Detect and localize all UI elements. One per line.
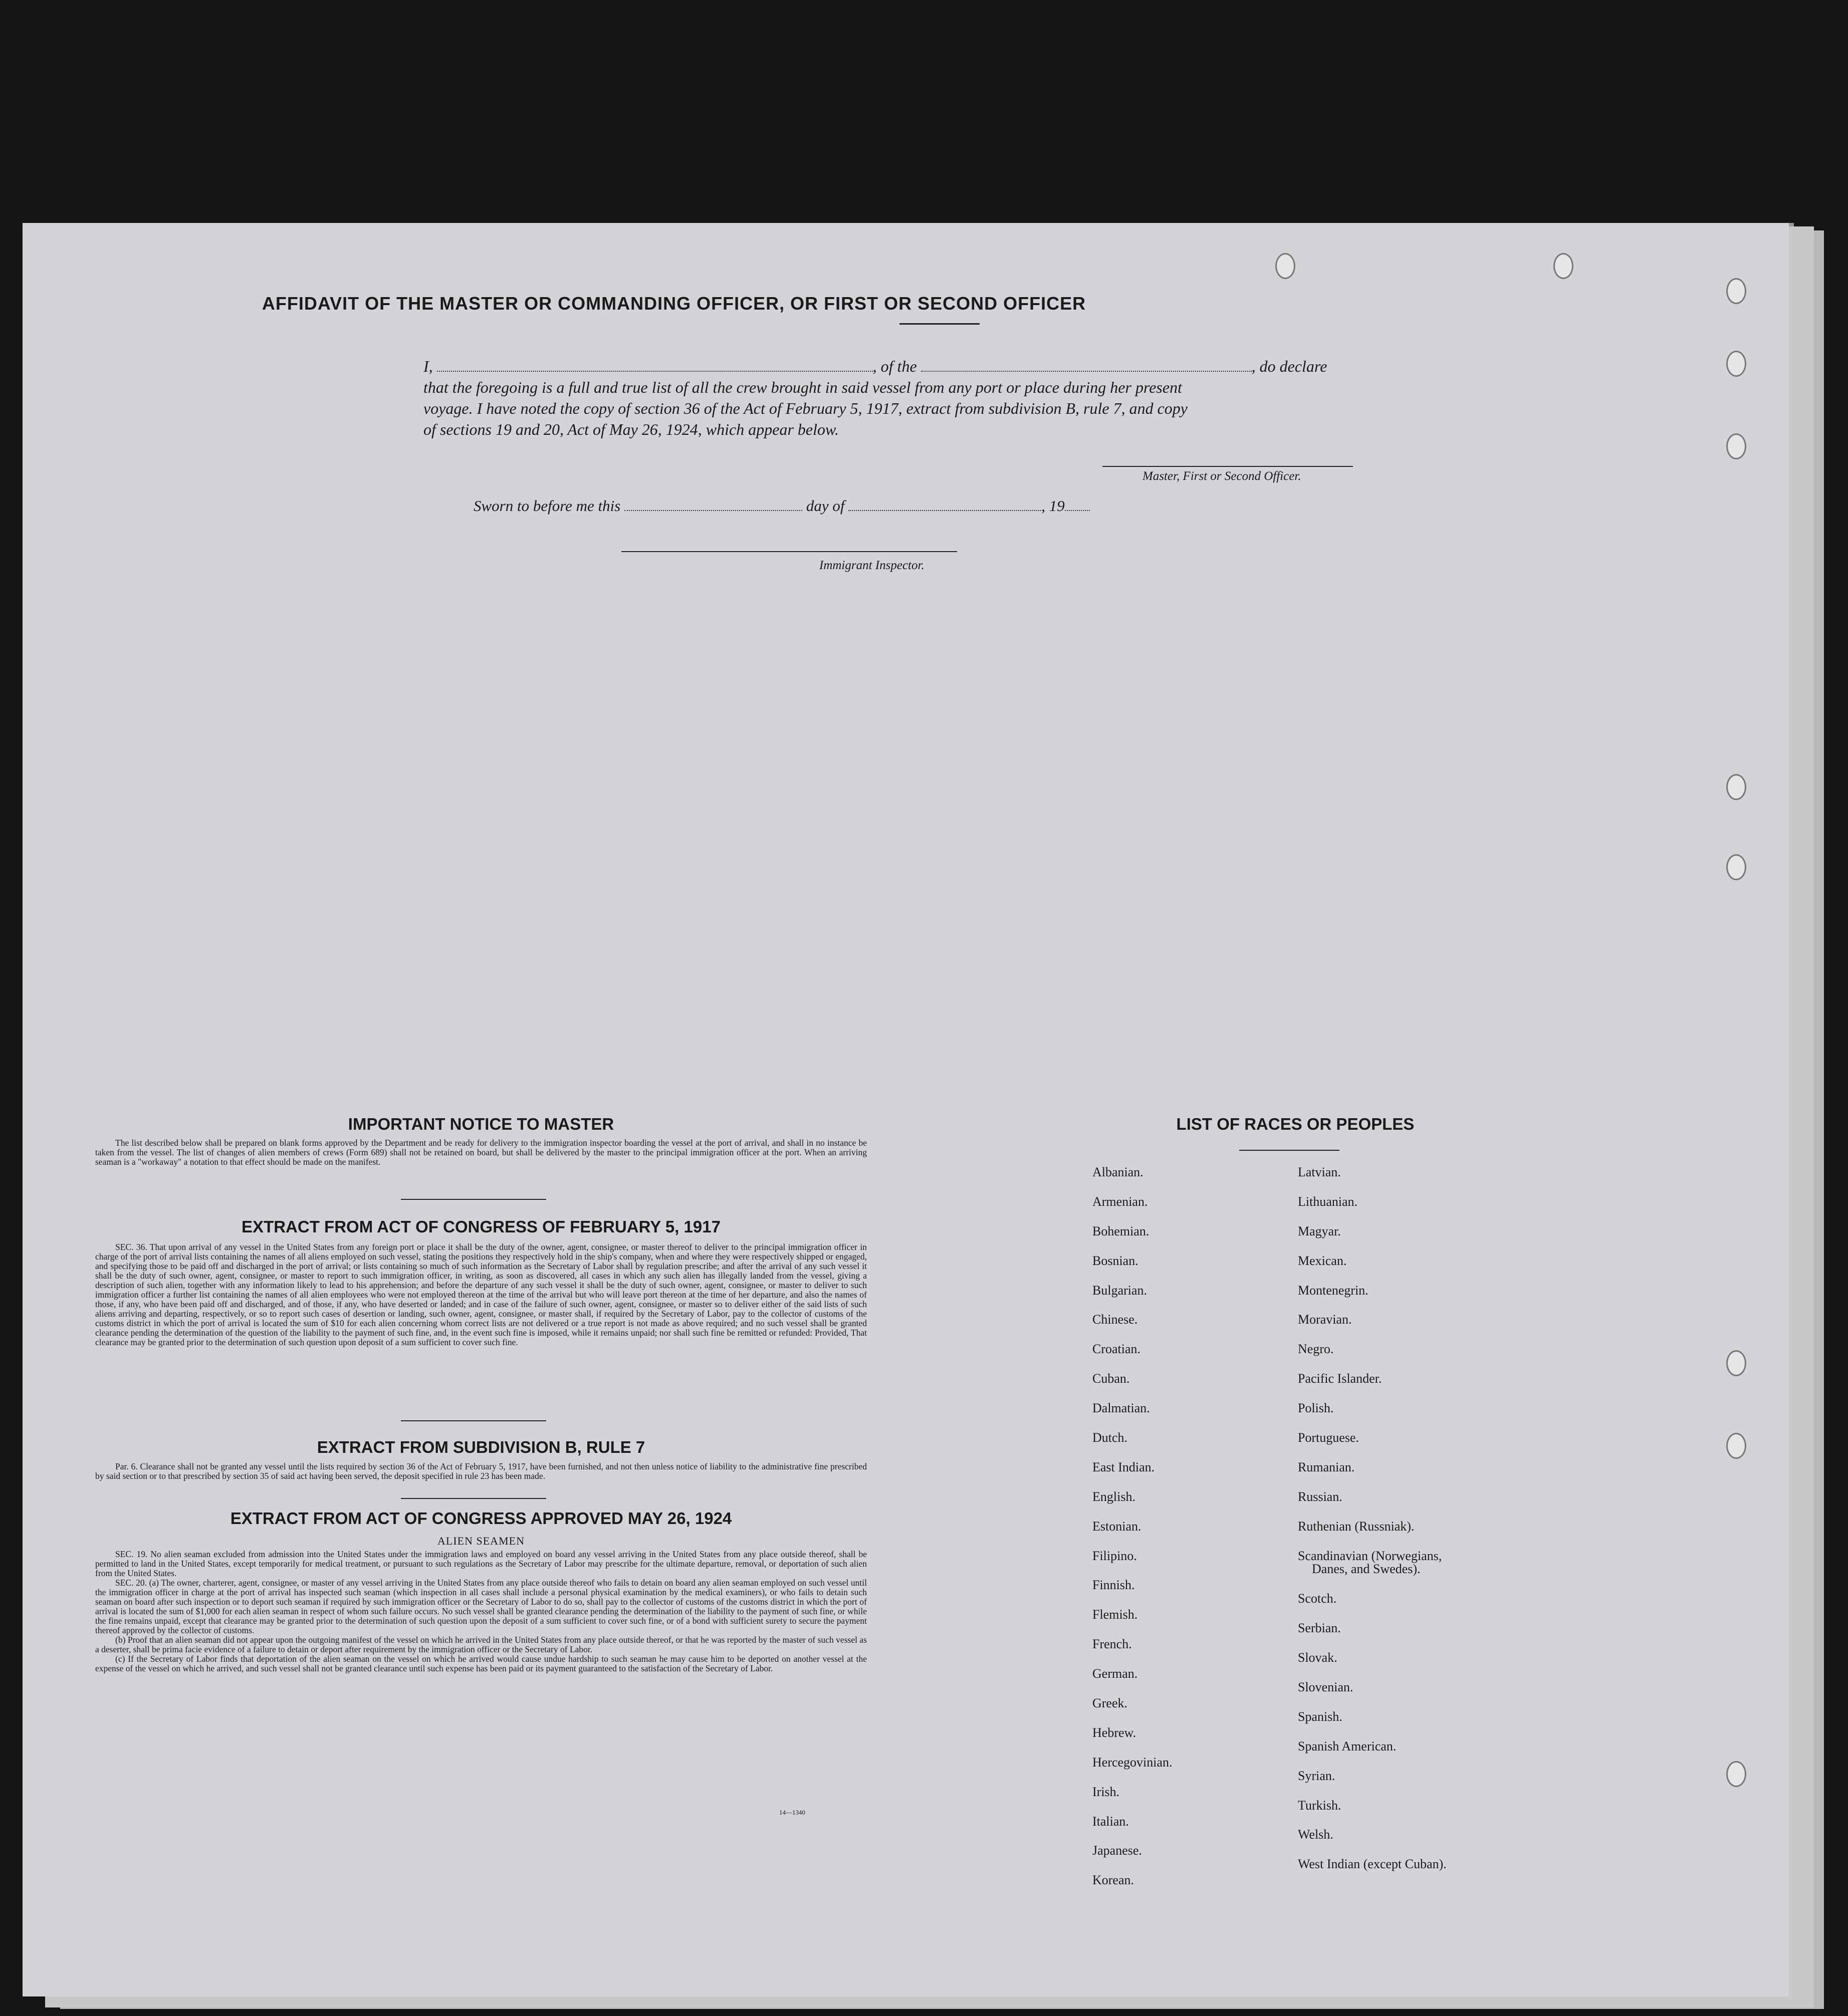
race-item: Greek.: [1092, 1696, 1128, 1711]
race-item: Finnish.: [1092, 1578, 1135, 1593]
race-item: Dutch.: [1092, 1430, 1128, 1445]
race-item: West Indian (except Cuban).: [1298, 1857, 1447, 1872]
year-label: , 19: [1041, 497, 1065, 515]
of-the-label: , of the: [872, 357, 917, 375]
declaration-line-1: [423, 356, 1421, 377]
race-item: Estonian.: [1092, 1519, 1141, 1534]
name-blank[interactable]: [437, 371, 873, 372]
sworn-day-blank[interactable]: [624, 510, 802, 511]
races-list-left: [1092, 1165, 1173, 1902]
binder-hole: [1726, 854, 1746, 880]
race-item: Slovak.: [1298, 1650, 1337, 1665]
document-page: [23, 223, 1789, 1996]
race-item: East Indian.: [1092, 1459, 1155, 1474]
notice-text: The list described below shall be prepared on blank forms approved by the Department and be ready for delivery to the immigration inspector boarding the vessel at the port of arrival, and shall in no instance be taken from the vessel. The list of changes of alien members of crews (Form 689) shall not be retained on board, but shall be delivered by the master to the principal immigration officer at the port. When an arriving seaman is a "workaway" a notation to that effect should be made on the manifest.: [95, 1138, 867, 1167]
race-item: Rumanian.: [1298, 1459, 1355, 1474]
binder-hole: [1726, 1433, 1746, 1459]
race-item: Albanian.: [1092, 1165, 1143, 1179]
race-item: Chinese.: [1092, 1312, 1138, 1327]
affidavit-title: AFFIDAVIT OF THE MASTER OR COMMANDING OFFICER, OR FIRST OR SECOND OFFICER: [262, 293, 1086, 314]
race-item: Italian.: [1092, 1814, 1129, 1829]
race-item: Montenegrin.: [1298, 1283, 1368, 1298]
binder-hole: [1726, 1350, 1746, 1376]
sec-20-text: SEC. 20. (a) The owner, charterer, agent, consignee, or master of any vessel arriving in the United States from any place outside thereof who fails to detain on board any alien seaman employed on such vessel until the immigration officer in charge at the port of arrival has inspected such seaman (which inspection in all cases shall include a personal physical examination by the medical examiners), or who fails to detain such seaman on board after such inspection or to deport such seaman if required by such immigration officer or the Secretary of Labor to do so, shall pay to the collector of customs of the customs district in which the port of arrival is located the sum of $1,000 for each alien seaman in respect of whom such failure occurs. No such vessel shall be granted clearance pending the determination of the liability to the payment of such fine, or while the fine remains unpaid, except that clearance may be granted prior to the determination of such question upon the deposit of a sum sufficient to cover such fine, or of a bond with sufficient surety to secure the payment thereof approved by the collector of customs.: [95, 1578, 867, 1635]
binder-hole: [1553, 253, 1573, 279]
sec-20c-text: (c) If the Secretary of Labor finds that deportation of the alien seaman on the vessel on which he arrived would cause undue hardship to such seaman he may cause him to be deported on another vessel at the expense of the vessel on which he arrived, and such vessel shall not be granted clearance until such expense has been paid or its payment guaranteed to the satisfaction of the Secretary of Labor.: [95, 1654, 867, 1673]
race-item: Filipino.: [1092, 1548, 1137, 1563]
race-item: Moravian.: [1298, 1312, 1352, 1327]
alien-seamen-subtitle: ALIEN SEAMEN: [437, 1535, 525, 1547]
i-label: I,: [423, 357, 433, 375]
master-signature-label: Master, First or Second Officer.: [1142, 469, 1301, 483]
act-1924-title: EXTRACT FROM ACT OF CONGRESS APPROVED MAY 26, 1924: [230, 1509, 732, 1528]
race-item: Magyar.: [1298, 1223, 1341, 1238]
race-item: Armenian.: [1092, 1194, 1148, 1209]
binder-hole: [1275, 253, 1295, 279]
declaration-line-3: voyage. I have noted the copy of section 36 of the Act of February 5, 1917, extract from subdivision B, rule 7, and copy: [423, 399, 1188, 417]
race-item: Negro.: [1298, 1342, 1334, 1357]
master-signature-line[interactable]: [1102, 466, 1353, 467]
binder-hole: [1726, 351, 1746, 377]
race-item: Cuban.: [1092, 1371, 1130, 1386]
rule-7-title: EXTRACT FROM SUBDIVISION B, RULE 7: [317, 1438, 645, 1456]
races-title-underline: [1239, 1150, 1339, 1151]
vessel-blank[interactable]: [921, 371, 1252, 372]
race-item: Irish.: [1092, 1784, 1120, 1799]
binder-hole: [1726, 774, 1746, 800]
title-underline: [899, 323, 980, 325]
race-item: Spanish American.: [1298, 1738, 1397, 1753]
binder-hole: [1726, 278, 1746, 304]
race-item: Portuguese.: [1298, 1430, 1359, 1445]
race-item: Latvian.: [1298, 1165, 1341, 1179]
sworn-statement: [474, 497, 1090, 515]
race-item: English.: [1092, 1489, 1135, 1504]
race-item: Russian.: [1298, 1489, 1342, 1504]
sec-19-text: SEC. 19. No alien seaman excluded from admission into the United States under the immigration laws and employed on board any vessel arriving in the United States from any place outside thereof, shall be permitted to land in the United States, except temporarily for medical treatment, or pursuant to such regulations as the Secretary of Labor may prescribe for the ultimate departure, removal, or deportation of such alien from the United States.: [95, 1549, 867, 1578]
race-item: Japanese.: [1092, 1843, 1142, 1858]
race-item: Syrian.: [1298, 1768, 1335, 1783]
act-1917-title: EXTRACT FROM ACT OF CONGRESS OF FEBRUARY 5, 1917: [242, 1217, 721, 1236]
sworn-month-blank[interactable]: [848, 510, 1041, 511]
act-1924-body: [95, 1550, 867, 1673]
notice-title: IMPORTANT NOTICE TO MASTER: [348, 1115, 614, 1133]
race-item: Turkish.: [1298, 1798, 1341, 1813]
races-list-right: [1298, 1165, 1447, 1886]
race-item: Bohemian.: [1092, 1223, 1149, 1238]
race-item: Bosnian.: [1092, 1253, 1138, 1268]
race-item: Ruthenian (Russniak).: [1298, 1519, 1415, 1534]
race-item: Hercegovinian.: [1092, 1754, 1173, 1770]
inspector-signature-line[interactable]: [621, 551, 957, 552]
races-title: LIST OF RACES OR PEOPLES: [1176, 1115, 1415, 1133]
race-item: Spanish.: [1298, 1709, 1342, 1724]
do-declare-label: , do declare: [1251, 357, 1327, 375]
declaration-line-4: of sections 19 and 20, Act of May 26, 1924, which appear below.: [423, 420, 839, 438]
race-item: Mexican.: [1298, 1253, 1347, 1268]
race-item: Polish.: [1298, 1401, 1334, 1416]
race-item: Lithuanian.: [1298, 1194, 1358, 1209]
rule-7-text: Par. 6. Clearance shall not be granted any vessel until the lists required by section 36 of the Act of February 5, 1917, have been furnished, and not then unless notice of liability to the administrative fine prescribed by said section or to that prescribed by section 35 of said act having been served, the deposit specified in rule 23 has been made.: [95, 1461, 867, 1481]
inspector-signature-label: Immigrant Inspector.: [819, 559, 925, 572]
section-divider: [401, 1199, 546, 1200]
binder-hole: [1726, 1761, 1746, 1787]
section-divider: [401, 1420, 546, 1421]
sworn-label: Sworn to before me this: [474, 497, 621, 515]
race-item: Scotch.: [1298, 1591, 1337, 1606]
affidavit-declaration: [423, 356, 1421, 440]
day-of-label: day of: [806, 497, 845, 515]
binder-hole: [1726, 433, 1746, 459]
section-divider: [401, 1498, 546, 1499]
race-item: Serbian.: [1298, 1621, 1341, 1636]
race-item: Croatian.: [1092, 1342, 1141, 1357]
sworn-year-blank[interactable]: [1065, 510, 1090, 511]
act-1917-text: SEC. 36. That upon arrival of any vessel in the United States from any foreign port or place it shall be the duty of the owner, agent, consignee, or master thereof to deliver to the principal immigration officer in charge of the port of arrival lists containing the names of all aliens employed on such vessel, stating the positions they respectively hold in the ship's company, when and where they were respectively shipped or engaged, and specifying those to be paid off and discharged in the port of arrival; or lists containing so much of such information as the Secretary of Labor shall by regulation prescribe; and after the arrival of any such vessel it shall be the duty of such owner, agent, consignee, or master to report to such immigration officer, in writing, as soon as discovered, all cases in which any such alien has illegally landed from the vessel, giving a description of such alien, together with any information likely to lead to his apprehension; and before the departure of any such vessel it shall be the duty of such owner, agent, consignee, or master to deliver to such immigration officer a further list containing the names of all alien employees who were not employed thereon at the time of the arrival but who will leave port thereon at the time of her departure, and also the names of those, if any, who have been paid off and discharged, and of those, if any, who have deserted or landed; and in case of the failure of such owner, agent, consignee, or master so to deliver either of the said lists of such aliens arriving and departing, respectively, or so to report such cases of desertion or landing, such owner, agent, consignee, or master shall, if required by the Secretary of Labor, pay to the collector of customs of the customs district in which the port of arrival is located the sum of $10 for each alien concerning whom correct lists are not delivered or a true report is not made as above required; and no such vessel shall be granted clearance pending the determination of the question of the liability to the payment of such fine, and, in the event such fine is imposed, while it remains unpaid; nor shall such fine be remitted or refunded: Provided, That clearance may be granted prior to the determination of such question upon deposit of a sum sufficient to cover such fine.: [95, 1242, 867, 1347]
race-item: Slovenian.: [1298, 1680, 1353, 1695]
race-item: Danes, and Swedes).: [1312, 1562, 1421, 1577]
race-item: Pacific Islander.: [1298, 1371, 1382, 1386]
race-item: Dalmatian.: [1092, 1401, 1150, 1416]
race-item: Flemish.: [1092, 1607, 1138, 1622]
race-item: Bulgarian.: [1092, 1283, 1147, 1298]
race-item: French.: [1092, 1637, 1132, 1652]
race-item: Scandinavian (Norwegians,: [1298, 1548, 1442, 1563]
race-item: Hebrew.: [1092, 1725, 1136, 1740]
race-item: Korean.: [1092, 1873, 1134, 1888]
declaration-line-2: that the foregoing is a full and true list of all the crew brought in said vessel from any port or place during her present: [423, 378, 1182, 396]
sec-20b-text: (b) Proof that an alien seaman did not appear upon the outgoing manifest of the vessel on which he arrived in the United States from any place outside thereof, or that he was reported by the master of such vessel as a deserter, shall be prima facie evidence of a failure to detain or deport after requirement by the immigration officer or the Secretary of Labor.: [95, 1635, 867, 1654]
form-number: 14—1340: [779, 1809, 805, 1816]
race-item: German.: [1092, 1666, 1138, 1681]
race-item: Welsh.: [1298, 1827, 1333, 1842]
